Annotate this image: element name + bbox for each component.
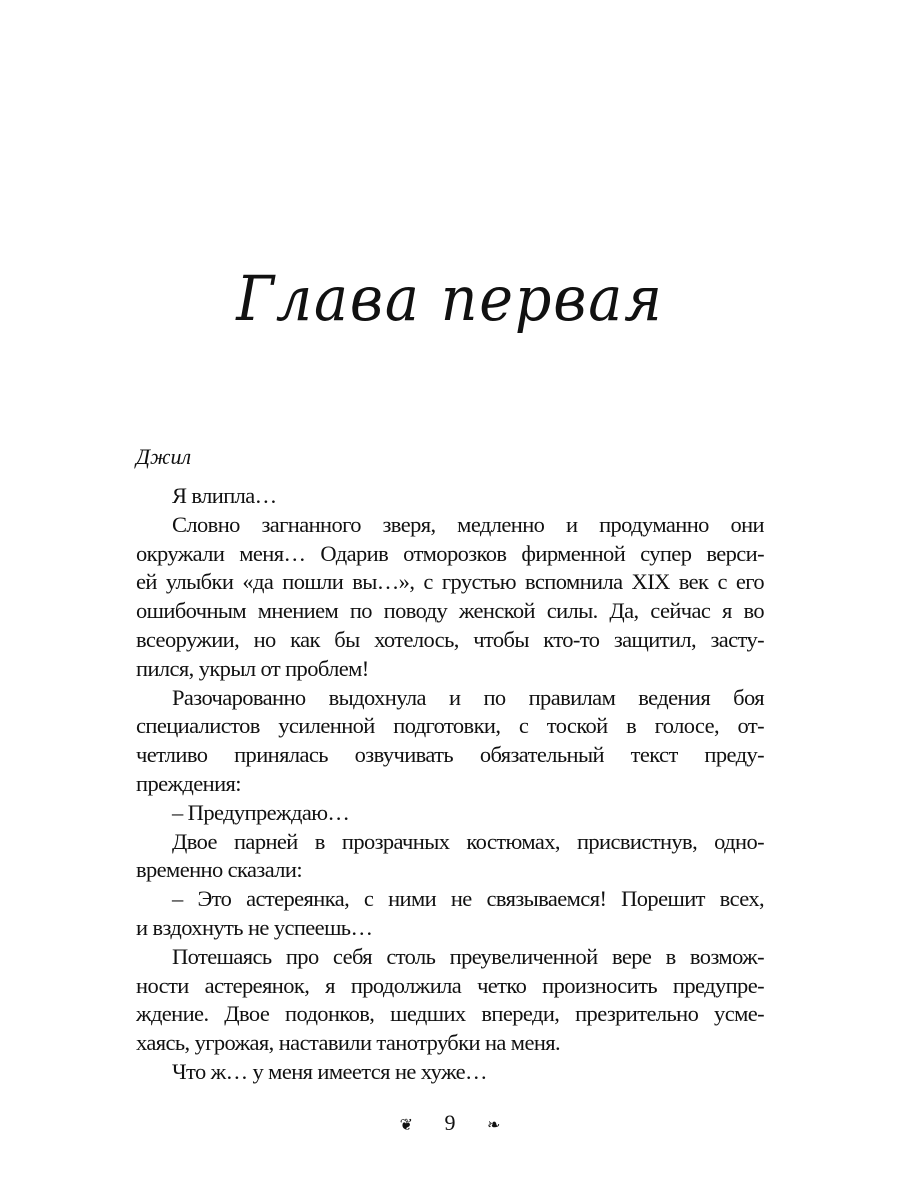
text-line: специалистов усиленной подготовки, с тоской в голосе, от- [136,713,764,739]
page-footer [0,1110,900,1136]
ornament-left-icon: ❦ [399,1116,413,1134]
text-line: ности астереянок, я продолжила четко произносить предупре- [136,972,764,998]
chapter-title: Глава первая [236,262,664,335]
text-line: Потешаясь про себя столь преувеличенной вере в возмож- [172,943,764,969]
text-line: ей улыбки «да пошли вы…», с грустью вспомнила XIX век с его [136,569,764,595]
text-line: Что ж… у меня имеется не хуже… [172,1058,487,1084]
text-line: – Предупреждаю… [172,799,350,825]
text-line: пился, укрыл от проблем! [136,655,369,681]
text-line: окружали меня… Одарив отморозков фирменной супер верси- [136,540,764,566]
text-line: хаясь, угрожая, наставили танотрубки на меня. [136,1030,561,1056]
text-line: Двое парней в прозрачных костюмах, присвистнув, одно- [172,828,764,854]
ornament-right-icon: ❧ [487,1116,501,1134]
text-line: ошибочным мнением по поводу женской силы. Да, сейчас я во [136,598,764,624]
text-line: и вздохнуть не успеешь… [136,914,373,940]
body-text [136,482,764,1087]
narrator-label: Джил [136,444,192,469]
text-line: ждение. Двое подонков, шедших впереди, презрительно усме- [136,1001,764,1027]
text-line: всеоружии, но как бы хотелось, чтобы кто-то защитил, засту- [136,626,764,652]
text-line: временно сказали: [136,857,302,883]
text-line: Словно загнанного зверя, медленно и продуманно они [172,511,764,537]
text-line: Разочарованно выдохнула и по правилам ведения боя [172,684,764,710]
text-line: преждения: [136,770,241,796]
text-line: четливо принялась озвучивать обязательный текст преду- [136,742,764,768]
page-number: 9 [444,1110,456,1135]
text-line: Я влипла… [172,483,277,508]
text-line: – Это астереянка, с ними не связываемся! Порешит всех, [172,886,764,912]
